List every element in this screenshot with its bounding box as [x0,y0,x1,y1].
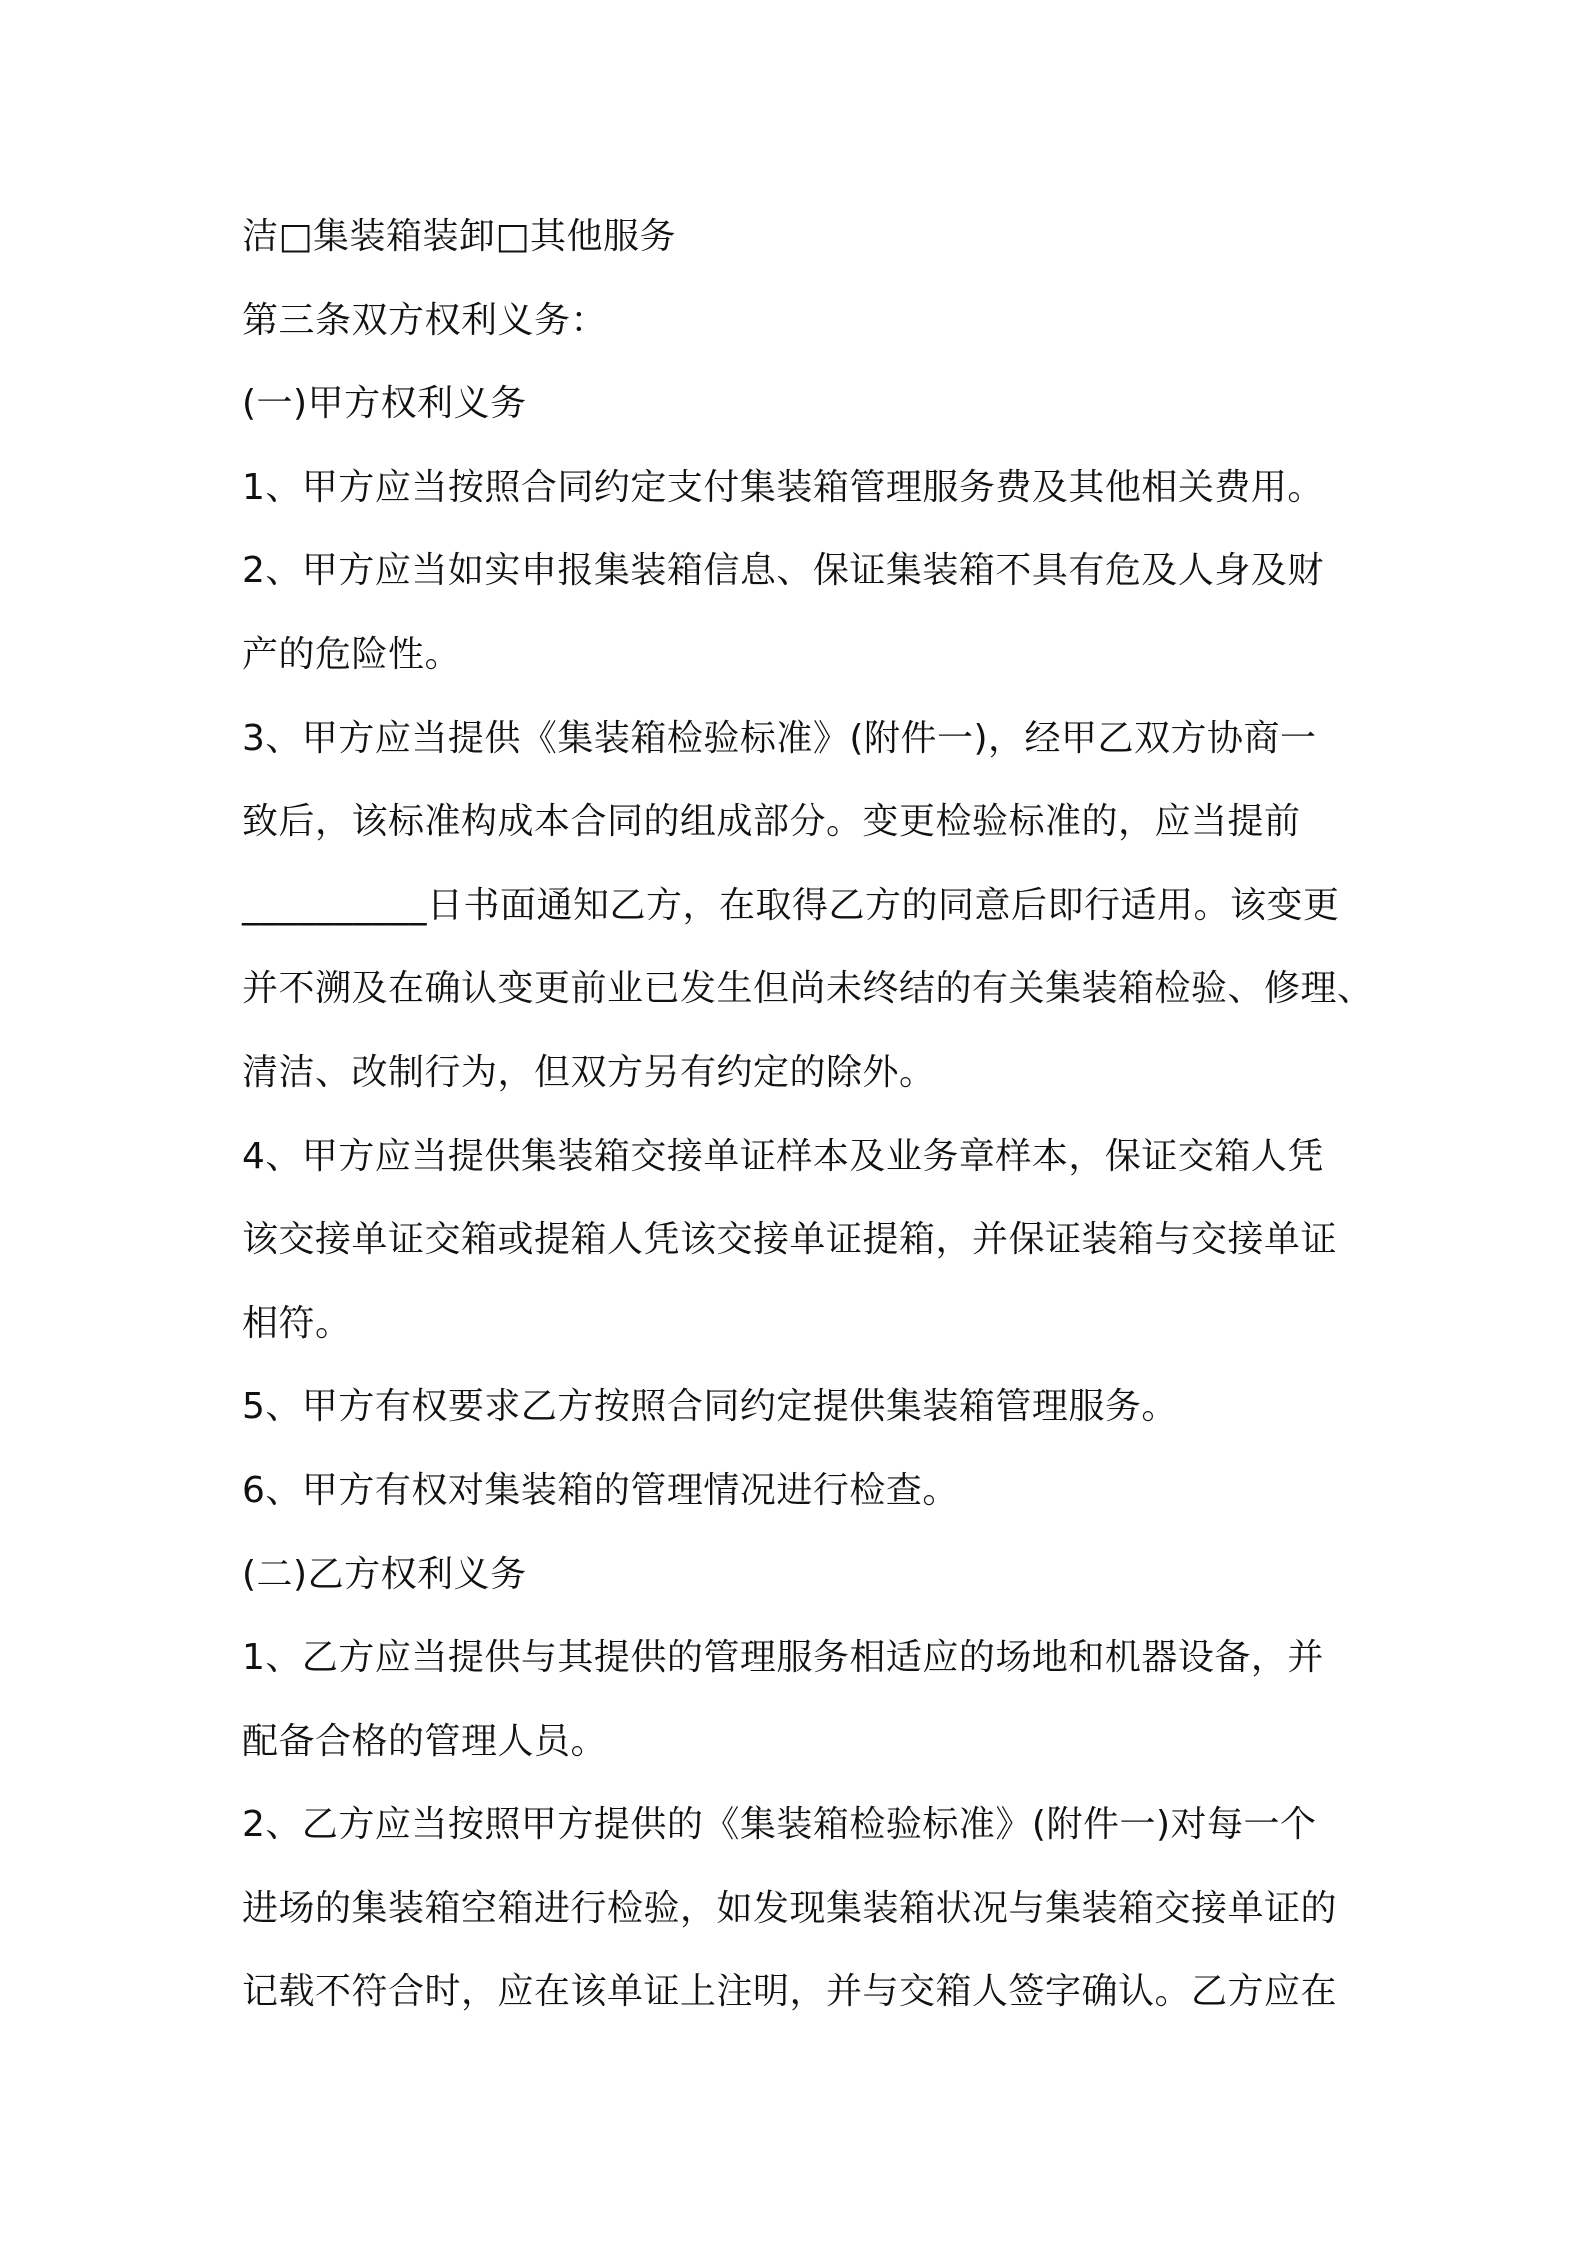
party-a-heading: (一)甲方权利义务 [242,383,527,425]
party-b-clause-1: 1、乙方应当提供与其提供的管理服务相适应的场地和机器设备，并 [242,1637,1324,1679]
article-three-heading: 第三条双方权利义务： [242,299,608,341]
contract-body [242,195,1374,2034]
party-a-clause-6: 6、甲方有权对集装箱的管理情况进行检查。 [242,1469,959,1511]
party-a-clause-4-cont-2: 相符。 [242,1302,352,1344]
party-a-clause-1: 1、甲方应当按照合同约定支付集装箱管理服务费及其他相关费用。 [242,466,1324,508]
party-a-clause-3: 3、甲方应当提供《集装箱检验标准》(附件一)，经甲乙双方协商一 [242,717,1317,759]
text-line-services: 洁□集装箱装卸□其他服务 [242,216,677,257]
party-a-clause-3-cont-2: __________日书面通知乙方，在取得乙方的同意后即行适用。该变更 [242,884,1340,926]
party-b-clause-2: 2、乙方应当按照甲方提供的《集装箱检验标准》(附件一)对每一个 [242,1804,1317,1846]
party-b-clause-2-cont-1: 进场的集装箱空箱进行检验，如发现集装箱状况与集装箱交接单证的 [242,1887,1338,1929]
party-a-clause-3-cont-3: 并不溯及在确认变更前业已发生但尚未终结的有关集装箱检验、修理、 [242,968,1374,1010]
party-b-clause-1-cont: 配备合格的管理人员。 [242,1720,608,1762]
party-a-clause-2: 2、甲方应当如实申报集装箱信息、保证集装箱不具有危及人身及财 [242,550,1324,592]
party-a-clause-4-cont-1: 该交接单证交箱或提箱人凭该交接单证提箱，并保证装箱与交接单证 [242,1219,1338,1261]
party-a-clause-2-cont: 产的危险性。 [242,633,462,675]
party-a-clause-3-cont-4: 清洁、改制行为，但双方另有约定的除外。 [242,1051,936,1093]
party-b-clause-2-cont-2: 记载不符合时，应在该单证上注明，并与交箱人签字确认。乙方应在 [242,1971,1338,2013]
party-b-heading: (二)乙方权利义务 [242,1553,527,1595]
party-a-clause-3-cont-1: 致后，该标准构成本合同的组成部分。变更检验标准的，应当提前 [242,801,1301,843]
party-a-clause-5: 5、甲方有权要求乙方按照合同约定提供集装箱管理服务。 [242,1386,1178,1428]
party-a-clause-4: 4、甲方应当提供集装箱交接单证样本及业务章样本，保证交箱人凭 [242,1135,1324,1177]
